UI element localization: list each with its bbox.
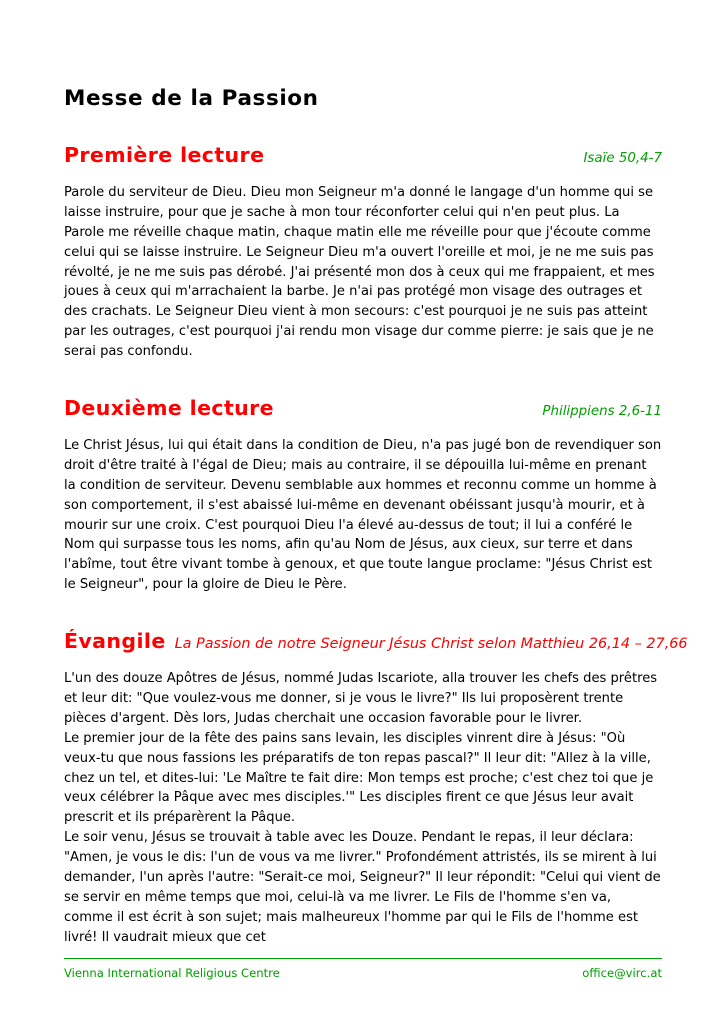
gospel-header [64, 629, 688, 654]
gospel-paragraph: Le soir venu, Jésus se trouvait à table avec les Douze. Pendant le repas, il leur déclara: "Amen, je vous le dis: l'un de vous va me livrer." Profondément attristés, ils se mirent à lui demander, l'un après l'autre: "Serait-ce moi, Seigneur?" Il leur répondit: "Celui qui vient de se servir en même temps que moi, celui-là va me livrer. Le Fils de l'homme s'en va, comme il est écrit à son sujet; mais malheureux l'homme par qui le Fils de l'homme est livré! Il vaudrait mieux que cet [64, 830, 661, 945]
section-header [64, 396, 662, 420]
footer-organization: Vienna International Religious Centre [64, 966, 280, 980]
footer-divider [64, 958, 662, 959]
section-header [64, 143, 662, 167]
footer-row [64, 966, 662, 980]
section-first-reading [64, 143, 662, 362]
gospel-paragraph: Le premier jour de la fête des pains sans levain, les disciples vinrent dire à Jésus: "Où veux-tu que nous fassions les préparatifs de ton repas pascal?" Il leur dit: "Allez à la ville, chez un tel, et dites-lui: 'Le Maître te fait dire: Mon temps est proche; c'est chez toi que je veux célébrer la Pâque avec mes disciples.'" Les disciples firent ce que Jésus leur avait prescrit et ils préparèrent la Pâque. [64, 730, 654, 826]
section-title-first-reading: Première lecture [64, 143, 265, 167]
section-body-first-reading: Parole du serviteur de Dieu. Dieu mon Seigneur m'a donné le langage d'un homme qui se laisse instruire, pour que je sache à mon tour réconforter celui qui n'en peut plus. La Parole me réveille chaque matin, chaque matin elle me réveille pour que j'écoute comme celui qui se laisse instruire. Le Seigneur Dieu m'a ouvert l'oreille et moi, je ne me suis pas révolté, je ne me suis pas dérobé. J'ai présenté mon dos à ceux qui me frappaient, et mes joues à ceux qui m'arrachaient la barbe. Je n'ai pas protégé mon visage des outrages et des crachats. Le Seigneur Dieu vient à mon secours: c'est pourquoi je ne suis pas atteint par les outrages, c'est pourquoi j'ai rendu mon visage dur comme pierre: je sais que je ne serai pas confondu. [64, 185, 655, 360]
section-body-second-reading: Le Christ Jésus, lui qui était dans la condition de Dieu, n'a pas jugé bon de revendiquer son droit d'être traité à l'égal de Dieu; mais au contraire, il se dépouilla lui-même en prenant la condition de serviteur. Devenu semblable aux hommes et reconnu comme un homme à son comportement, il s'est abaissé lui-même en devenant obéissant jusqu'à mourir, et à mourir sur une croix. C'est pourquoi Dieu l'a élevé au-dessus de tout; il lui a conféré le Nom qui surpasse tous les noms, afin qu'au Nom de Jésus, aux cieux, sur terre et dans l'abîme, tout être vivant tombe à genoux, et que toute langue proclame: "Jésus Christ est le Seigneur", pour la gloire de Dieu le Père. [64, 438, 662, 593]
section-title-gospel: Évangile [64, 629, 166, 654]
gospel-paragraph: L'un des douze Apôtres de Jésus, nommé Judas Iscariote, alla trouver les chefs des prêtres et leur dit: "Que voulez-vous me donner, si je vous le livre?" Ils lui proposèrent trente pièces d'argent. Dès lors, Judas cherchait une occasion favorable pour le livrer. [64, 671, 658, 726]
section-title-second-reading: Deuxième lecture [64, 396, 274, 421]
section-reference-gospel: La Passion de notre Seigneur Jésus Christ selon Matthieu 26,14 – 27,66 [174, 636, 688, 653]
gospel-body [64, 669, 662, 947]
page-title: Messe de la Passion [64, 86, 319, 111]
spacer [64, 595, 662, 629]
spacer [64, 362, 662, 396]
section-gospel [64, 629, 688, 947]
section-second-reading [64, 396, 662, 595]
page-footer [64, 958, 662, 980]
section-reference-first-reading: Isaïe 50,4-7 [583, 151, 662, 166]
footer-email[interactable]: office@virc.at [582, 966, 662, 980]
section-reference-second-reading: Philippiens 2,6-11 [542, 404, 662, 420]
